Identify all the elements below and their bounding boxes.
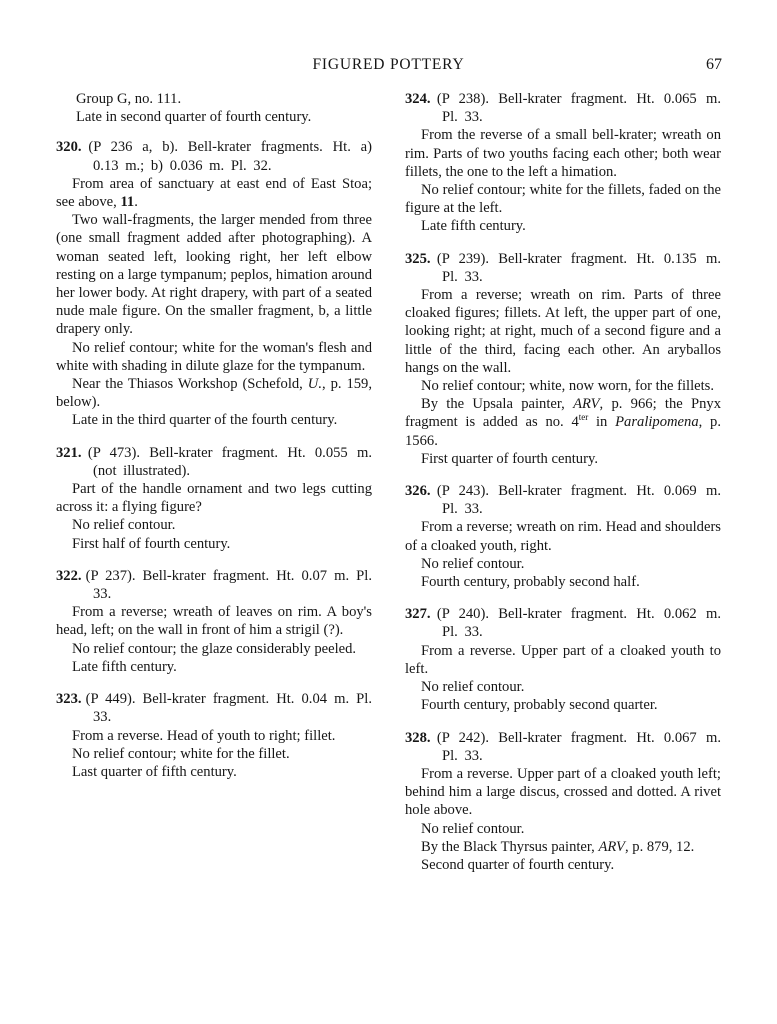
continued-line: Group G, no. 111.: [76, 91, 182, 107]
entry-paragraph: No relief contour; white for the fillets, faded on the figure at the left.: [405, 182, 721, 217]
entry-text: By the Black Thyrsus painter,: [421, 838, 599, 855]
entry-paragraph: No relief contour; white for the woman's flesh and white with shading in dilute glaze for the tympanum.: [56, 339, 372, 374]
entry-paragraph: [405, 838, 721, 856]
catalogue-entry-325: [405, 250, 721, 468]
entry-heading-text: (P 240). Bell-krater fragment. Ht. 0.062 m. Pl. 33.: [436, 606, 721, 641]
catalogue-entry-328: [405, 729, 721, 875]
entry-number: 324.: [405, 91, 431, 107]
entry-number: 321.: [56, 444, 82, 461]
entry-paragraph: No relief contour; white for the fillet.: [72, 745, 290, 762]
entry-date: Fourth century, probably second quarter.: [421, 697, 658, 714]
entry-heading-text: (P 473). Bell-krater fragment. Ht. 0.055 m. (not illustrated).: [87, 444, 372, 479]
entry-text: Near the Thiasos Workshop (Schefold,: [72, 376, 308, 393]
entry-heading: [56, 690, 372, 726]
catalogue-entry-322: [56, 567, 372, 676]
entry-heading-text: (P 243). Bell-krater fragment. Ht. 0.069 m. Pl. 33.: [436, 483, 721, 518]
entry-heading: [405, 729, 721, 765]
entry-heading: [405, 605, 721, 641]
entry-number: 323.: [56, 691, 82, 708]
running-title: FIGURED POTTERY: [312, 56, 465, 73]
entry-paragraph: From a reverse. Upper part of a cloaked youth left; behind him a large discus, crossed and dotted. A rivet hole above.: [405, 765, 721, 819]
italic-reference: Paralipomena: [615, 414, 699, 431]
entry-text: , p. 879, 12.: [624, 838, 695, 855]
entry-number: 325.: [405, 250, 431, 267]
entry-heading-text: (P 236 a, b). Bell-krater fragments. Ht. a) 0.13 m.; b) 0.036 m. Pl. 32.: [88, 139, 372, 174]
entry-paragraph: From a reverse. Head of youth to right; fillet.: [72, 727, 336, 744]
entry-text: By the Upsala painter,: [421, 396, 574, 413]
entry-heading-text: (P 237). Bell-krater fragment. Ht. 0.07 m. Pl. 33.: [85, 567, 372, 603]
entry-date: First half of fourth century.: [72, 535, 231, 552]
catalogue-entry-320: [56, 138, 372, 429]
left-column: [56, 90, 372, 795]
entry-paragraph: No relief contour; the glaze considerably peeled.: [72, 640, 357, 657]
entry-paragraph: No relief contour.: [421, 555, 525, 572]
entry-paragraph: From a reverse. Upper part of a cloaked youth to left.: [405, 642, 721, 677]
cross-reference: 11: [120, 194, 135, 211]
entry-heading-text: (P 239). Bell-krater fragment. Ht. 0.135 m. Pl. 33.: [436, 250, 721, 285]
entry-date: Fourth century, probably second half.: [421, 574, 640, 591]
entry-text: in: [588, 414, 616, 431]
entry-number: 326.: [405, 483, 431, 500]
entry-heading-text: (P 238). Bell-krater fragment. Ht. 0.065 m. Pl. 33.: [436, 91, 721, 126]
entry-paragraph: [405, 395, 721, 450]
entry-heading: [56, 444, 372, 480]
entry-date: Second quarter of fourth century.: [421, 856, 615, 873]
entry-date: Late in the third quarter of the fourth century.: [72, 412, 338, 429]
continued-entry: [76, 90, 372, 126]
entry-paragraph: [56, 175, 372, 211]
entry-date: Late fifth century.: [421, 218, 526, 235]
catalogue-entry-326: [405, 482, 721, 591]
entry-paragraph: No relief contour; white, now worn, for the fillets.: [421, 378, 715, 395]
continued-line: Late in second quarter of fourth century.: [76, 109, 312, 126]
catalogue-entry-327: [405, 605, 721, 714]
italic-reference: ARV: [598, 838, 625, 855]
entry-paragraph: Two wall-fragments, the larger mended from three (one small fragment added after photographing). A woman seated left, looking right, her left elbow resting on a large tympanum; peplos, himation around her lower body. At right drapery, with part of a seated nude male figure. On the smaller fragment, b, a little drapery only.: [56, 212, 372, 338]
entry-heading: [405, 250, 721, 286]
italic-reference: ARV: [573, 396, 600, 413]
entry-heading-text: (P 242). Bell-krater fragment. Ht. 0.067 m. Pl. 33.: [436, 729, 721, 764]
entry-text: From area of sanctuary at east end of East Stoa; see above,: [56, 175, 372, 211]
entry-paragraph: From the reverse of a small bell-krater; wreath on rim. Parts of two youths facing each other; both wear fillets, the one to the left a himation.: [405, 127, 721, 180]
entry-heading: [56, 567, 372, 603]
entry-date: First quarter of fourth century.: [421, 450, 598, 467]
entry-heading: [405, 90, 721, 126]
entry-number: 322.: [56, 567, 82, 584]
entry-paragraph: No relief contour.: [421, 679, 525, 696]
entry-number: 327.: [405, 606, 431, 623]
entry-paragraph: From a reverse; wreath on rim. Parts of three cloaked figures; fillets. At left, the upper part of one, looking right; at right, much of a second figure and a little of the third, facing each other. An aryballos hangs on the wall.: [405, 287, 721, 376]
superscript: ter: [578, 412, 589, 423]
entry-heading-text: (P 449). Bell-krater fragment. Ht. 0.04 m. Pl. 33.: [85, 691, 372, 726]
entry-heading: [56, 138, 372, 174]
entry-paragraph: Part of the handle ornament and two legs cutting across it: a flying figure?: [56, 481, 372, 516]
entry-date: Last quarter of fifth century.: [72, 763, 237, 780]
entry-heading: [405, 482, 721, 518]
entry-text: , p. 1566.: [405, 414, 721, 449]
entry-text: , p. 159, below).: [56, 376, 372, 411]
entry-paragraph: No relief contour.: [72, 517, 176, 534]
italic-reference: U.: [307, 376, 322, 393]
entry-number: 328.: [405, 729, 431, 746]
entry-text: .: [134, 194, 138, 211]
entry-paragraph: [56, 375, 372, 411]
entry-date: Late fifth century.: [72, 658, 177, 675]
entry-text: , p. 966; the Pnyx fragment is added as no. 4: [405, 396, 722, 431]
page-number: 67: [706, 56, 722, 73]
page-header: [0, 54, 777, 78]
right-column: [405, 90, 721, 888]
catalogue-entry-324: [405, 90, 721, 236]
entry-number: 320.: [56, 139, 82, 156]
entry-paragraph: No relief contour.: [421, 820, 525, 837]
catalogue-entry-323: [56, 690, 372, 781]
entry-paragraph: From a reverse; wreath on rim. Head and shoulders of a cloaked youth, right.: [405, 519, 721, 554]
entry-paragraph: From a reverse; wreath of leaves on rim. A boy's head, left; on the wall in front of him a strigil (?).: [56, 604, 372, 639]
catalogue-entry-321: [56, 444, 372, 553]
